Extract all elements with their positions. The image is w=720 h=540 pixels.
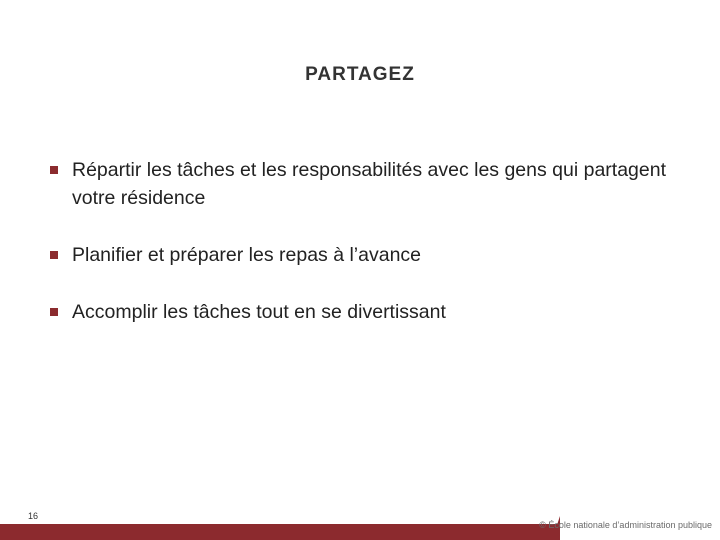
square-bullet-icon — [50, 251, 58, 259]
bullet-list — [48, 156, 688, 326]
bullet-text: Planifier et préparer les repas à l’avance — [72, 244, 422, 266]
bullet-text: Accomplir les tâches tout en se divertissant — [72, 301, 446, 323]
bullet-item — [48, 156, 688, 212]
footer-accent-bar — [0, 524, 560, 540]
bullet-item — [48, 241, 688, 269]
bullet-item — [48, 298, 688, 326]
slide-title: PARTAGEZ — [305, 64, 415, 85]
bullet-text: Répartir les tâches et les responsabilités avec les gens qui partagent votre résidence — [72, 159, 666, 209]
square-bullet-icon — [50, 166, 58, 174]
page-number: 16 — [28, 511, 39, 521]
square-bullet-icon — [50, 308, 58, 316]
footer-credit: © École nationale d’administration publique — [539, 520, 712, 530]
